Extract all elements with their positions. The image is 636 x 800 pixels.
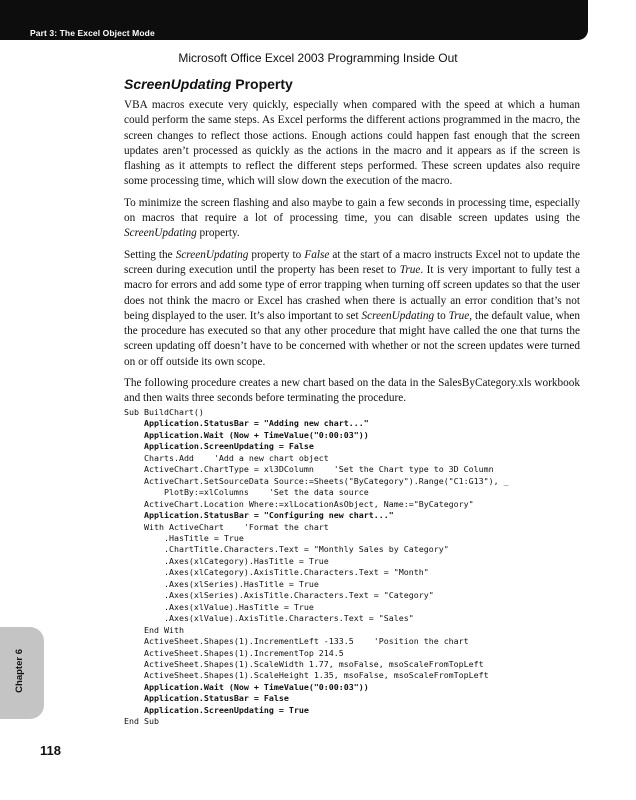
code-line: ActiveSheet.Shapes(1).ScaleHeight 1.35, msoFalse, msoScaleFromTopLeft	[124, 670, 489, 681]
section-title-italic: ScreenUpdating	[124, 76, 232, 92]
code-line: .Axes(xlCategory).HasTitle = True	[124, 555, 329, 566]
body-text	[124, 98, 580, 413]
body-paragraph	[124, 98, 580, 190]
code-line: ActiveSheet.Shapes(1).IncrementTop 214.5	[124, 647, 344, 658]
code-line-highlighted: Application.Wait (Now + TimeValue("0:00:03"))	[124, 681, 369, 692]
code-line: ActiveSheet.Shapes(1).IncrementLeft -133.5 'Position the chart	[124, 636, 469, 647]
italic-term: True	[448, 309, 470, 322]
page-number: 118	[40, 743, 61, 758]
code-line: .Axes(xlCategory).AxisTitle.Characters.Text = "Month"	[124, 567, 429, 578]
code-line: .Axes(xlValue).HasTitle = True	[124, 601, 314, 612]
code-line: ActiveChart.Location Where:=xlLocationAsObject, Name:="ByCategory"	[124, 498, 474, 509]
code-line-highlighted: Application.ScreenUpdating = True	[124, 704, 309, 715]
paragraph-text: property.	[196, 227, 240, 240]
paragraph-text: to	[434, 309, 449, 322]
paragraph-text: at the start of a macro instructs Excel not to update the screen during execution until the property has been reset to	[124, 248, 580, 276]
code-line-highlighted: Application.StatusBar = False	[124, 693, 289, 704]
code-line-highlighted: Application.ScreenUpdating = False	[124, 441, 314, 452]
part-label: Part 3: The Excel Object Mode	[30, 28, 155, 38]
code-line: End With	[124, 624, 184, 635]
chapter-tab	[0, 627, 44, 719]
code-line: Charts.Add 'Add a new chart object	[124, 452, 329, 463]
body-paragraph	[124, 196, 580, 242]
paragraph-text: The following procedure creates a new chart based on the data in the SalesByCategory.xls workbook and then waits three seconds before terminating the procedure.	[124, 377, 580, 405]
code-line-highlighted: Application.Wait (Now + TimeValue("0:00:03"))	[124, 429, 369, 440]
paragraph-text: property to	[248, 248, 305, 261]
paragraph-text: To minimize the screen flashing and also maybe to gain a few seconds in processing time, especially on macros that require a lot of processing time, you can disable screen updates using the	[124, 196, 580, 225]
code-line: ActiveChart.SetSourceData Source:=Sheets("ByCategory").Range("C1:G13"), _	[124, 475, 509, 486]
body-paragraph	[124, 248, 580, 370]
italic-term: False	[304, 248, 330, 261]
paragraph-text: , the default value, when the procedure has executed so that any other procedure that might have called the one that turns the screen updating off doesn’t have to be concerned with whether or not the screen updates were turned on or off outside its own scope.	[124, 309, 580, 368]
section-title	[124, 76, 293, 92]
body-paragraph	[124, 376, 580, 407]
paragraph-text: Setting the	[124, 248, 176, 261]
paragraph-text: VBA macros execute very quickly, especially when compared with the speed at which a human could perform the same steps. As Excel performs the different actions programmed in the macro, the screen changes to reflect those actions. Enough actions could happen fast enough that the screen updates aren’t processed as quickly as the actions in the macro and it appears as if the screen is flashing as it attempts to reflect the different steps performed. These screen updates also require some processing time, which will slow down the execution of the macro.	[124, 99, 580, 188]
italic-term: ScreenUpdating	[175, 248, 249, 261]
code-line: .Axes(xlSeries).HasTitle = True	[124, 578, 319, 589]
italic-term: True	[399, 263, 421, 276]
code-line: Sub BuildChart()	[124, 407, 204, 417]
code-line-highlighted: Application.StatusBar = "Adding new chart..."	[124, 418, 369, 429]
code-listing	[124, 407, 594, 728]
paragraph-text: . It is very important to fully test a macro for errors and add some type of error trapping when turning off screen updates so that the user does not think the macro or Excel has crashed when there is actually an error condition that’s not being displayed to the user. It’s also important to set	[124, 263, 580, 322]
italic-term: ScreenUpdating	[124, 227, 197, 240]
code-line-highlighted: Application.StatusBar = "Configuring new chart..."	[124, 510, 394, 521]
section-title-rest: Property	[231, 76, 293, 92]
running-head: Microsoft Office Excel 2003 Programming Inside Out	[178, 51, 458, 65]
chapter-tab-label: Chapter 6	[14, 649, 25, 693]
code-line: .Axes(xlSeries).AxisTitle.Characters.Text = "Category"	[124, 590, 434, 601]
code-line: ActiveSheet.Shapes(1).ScaleWidth 1.77, msoFalse, msoScaleFromTopLeft	[124, 658, 484, 669]
code-line: .ChartTitle.Characters.Text = "Monthly Sales by Category"	[124, 544, 449, 555]
code-line: ActiveChart.ChartType = xl3DColumn 'Set the Chart type to 3D Column	[124, 464, 494, 475]
italic-term: ScreenUpdating	[361, 309, 435, 322]
code-line: With ActiveChart 'Format the chart	[124, 521, 329, 532]
code-line: End Sub	[124, 716, 159, 727]
code-line: .Axes(xlValue).AxisTitle.Characters.Text = "Sales"	[124, 613, 414, 624]
code-line: PlotBy:=xlColumns 'Set the data source	[124, 487, 369, 498]
code-line: .HasTitle = True	[124, 532, 244, 543]
